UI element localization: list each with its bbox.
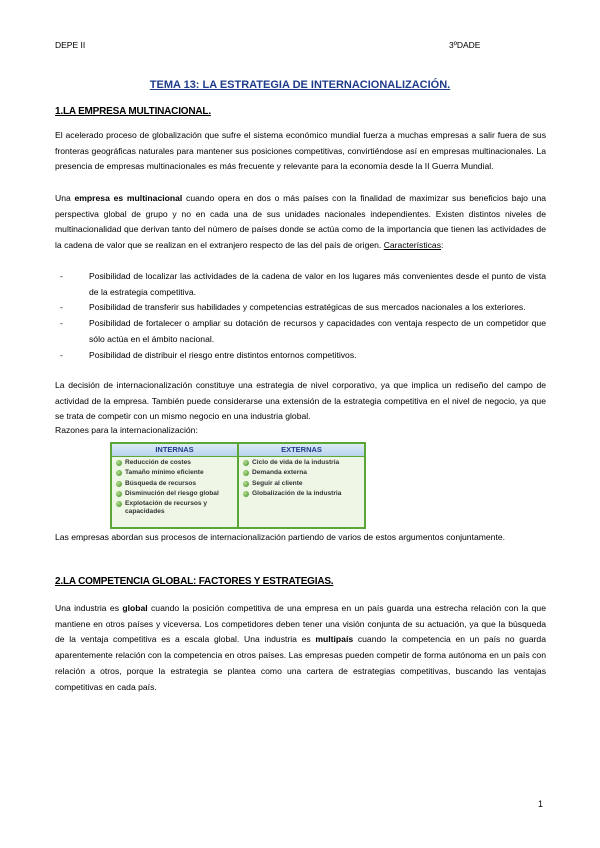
list-item	[116, 469, 234, 477]
reason-text: Globalización de la industria	[252, 489, 342, 497]
bullet-dot-icon	[116, 491, 122, 497]
page-title: TEMA 13: LA ESTRATEGIA DE INTERNACIONALIZACIÓN.	[149, 79, 451, 91]
list-item	[116, 490, 234, 498]
dash-bullet: -	[60, 302, 63, 313]
s2-text-a: Una industria es	[55, 603, 123, 613]
external-reasons-list	[239, 457, 364, 500]
list-item	[116, 459, 234, 467]
reason-text: Reducción de costes	[125, 459, 191, 466]
header-degree: 3ºDADE	[449, 40, 481, 50]
list-item	[55, 348, 546, 364]
bullet-dot-icon	[243, 481, 249, 487]
s2-text-c: cuando la posición competitiva de una empresa en un país guarda una estrecha relación con la que mantiene en otros países y viceversa. Los competidores deben tener una visión conjunta de su actuación, ya que la búsqueda de la ventaja competitiva es a escala global. Una industria es	[55, 603, 546, 645]
bullet-dot-icon	[116, 460, 122, 466]
p2-text-pre: Una	[55, 193, 75, 203]
bullet-dot-icon	[243, 470, 249, 476]
characteristics-label: Características	[383, 240, 441, 251]
bullet-dot-icon	[116, 501, 122, 507]
section-1-paragraph-2	[55, 191, 546, 254]
reason-text: Demanda externa	[252, 469, 307, 477]
dash-bullet: -	[60, 349, 63, 360]
p2-text-post: cuando opera en dos o más países con la finalidad de maximizar sus beneficios bajo una perspectiva global de grupo y no en cada una de sus unidades nacionales independientes. Existen distintos niveles de multinacionalidad que derivan tanto del número de países donde se actúa como de la importancia que tienen las actividades de la cadena de valor que se realizan en el extranjero respecto de las del país de origen.	[55, 193, 547, 251]
reason-text: Explotación de recursos y capacidades	[125, 500, 208, 516]
reasons-label: Razones para la internacionalización:	[55, 425, 198, 435]
reason-text: Seguir al cliente	[252, 479, 303, 487]
external-reasons-column	[237, 444, 364, 527]
header-course: DEPE II	[55, 40, 86, 50]
bullet-dot-icon	[116, 481, 122, 487]
list-item	[243, 480, 361, 488]
internal-header: INTERNAS	[112, 444, 237, 457]
list-item	[116, 480, 234, 488]
reason-text: Búsqueda de recursos	[125, 479, 197, 487]
list-item	[55, 300, 546, 316]
list-item-text: Posibilidad de localizar las actividades de la cadena de valor en los lugares más convenientes desde el punto de vista de la estrategia competitiva.	[89, 271, 546, 297]
characteristics-list	[55, 269, 546, 363]
section-1-paragraph-1: El acelerado proceso de globalización que sufre el sistema económico mundial fuerza a muchas empresas a salir fuera de sus fronteras geográficas naturales para mantener sus posiciones competitivas, convirtiéndose así en empresas multinacionales. La presencia de empresas multinacionales es más frecuente y relevante para la economía desde la II Guerra Mundial.	[55, 130, 546, 172]
dash-bullet: -	[60, 271, 63, 281]
p2-bold-term: empresa es multinacional	[74, 193, 183, 203]
section-1-paragraph-3: La decisión de internacionalización constituye una estrategia de nivel corporativo, ya que implica un rediseño del campo de actividad de la empresa. También puede considerarse una extensión de la estrategia competitiva en el nivel de negocio, ya que se trata de competir con un mismo negocio en una industria global.	[55, 380, 546, 422]
reasons-table	[110, 442, 366, 529]
bullet-dot-icon	[243, 460, 249, 466]
s2-bold-global: global	[122, 603, 148, 613]
list-item-text: Posibilidad de fortalecer o ampliar su dotación de recursos y capacidades con ventaja respecto de un competidor que sólo actúa en el ámbito nacional.	[89, 318, 546, 344]
list-item	[243, 469, 361, 477]
bullet-dot-icon	[116, 470, 122, 476]
section-1-heading: 1.LA EMPRESA MULTINACIONAL.	[55, 106, 211, 117]
external-header: EXTERNAS	[239, 444, 364, 457]
list-item	[55, 269, 546, 300]
list-item	[116, 500, 234, 516]
page-number: 1	[538, 799, 544, 809]
internal-reasons-list	[112, 457, 237, 518]
bullet-dot-icon	[243, 491, 249, 497]
list-item	[243, 490, 361, 498]
list-item-text: Posibilidad de transferir sus habilidades y competencias estratégicas de sus mercados nacionales a los exteriores.	[89, 302, 526, 313]
characteristics-colon: :	[441, 240, 444, 251]
list-item	[243, 459, 361, 467]
section-2-paragraph	[55, 601, 546, 695]
reason-text: Disminución del riesgo global	[125, 489, 219, 497]
reason-text: Tamaño mínimo eficiente	[125, 469, 204, 477]
list-item	[55, 316, 546, 347]
section-2-heading: 2.LA COMPETENCIA GLOBAL: FACTORES Y ESTRATEGIAS.	[55, 576, 334, 587]
section-1-paragraph-4: Las empresas abordan sus procesos de internacionalización partiendo de varios de estos argumentos conjuntamente.	[55, 532, 506, 542]
s2-text-e: cuando la competencia en un país no guarda aparentemente relación con la competencia en otros países. Las empresas pueden competir de forma autónoma en un país con relación a otros, porque la estrategia se plantea como una cartera de estrategias competitivas, buscando las ventajas competitivas en cada país.	[55, 634, 546, 692]
reason-text: Ciclo de vida de la industria	[252, 459, 340, 466]
s2-bold-multipais: multipaís	[315, 634, 354, 645]
internal-reasons-column	[112, 444, 237, 527]
list-item-text: Posibilidad de distribuir el riesgo entre distintos entornos competitivos.	[89, 349, 357, 360]
dash-bullet: -	[60, 318, 63, 329]
